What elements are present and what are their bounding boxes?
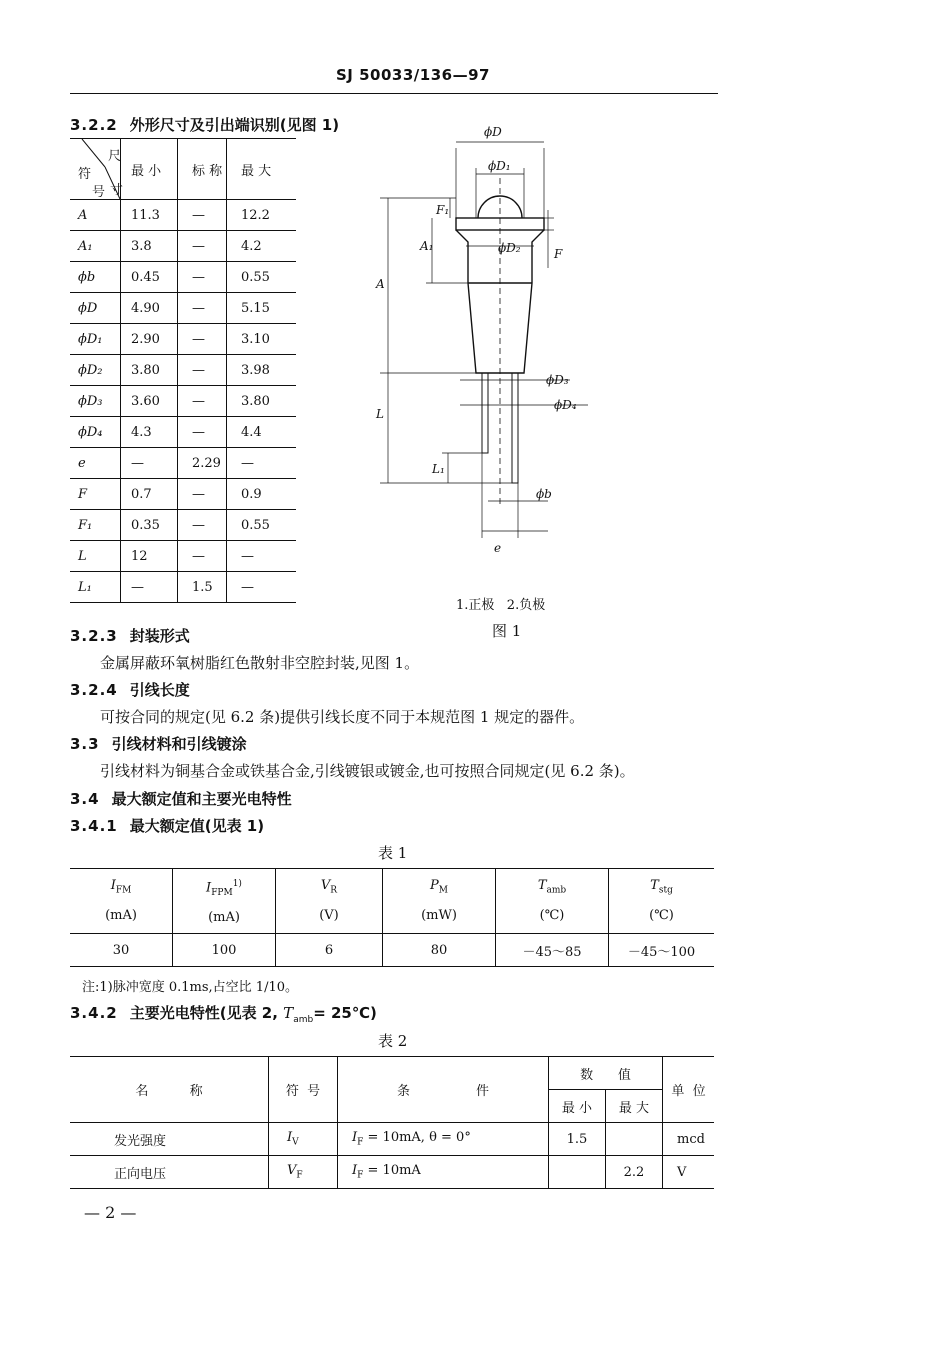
t2-h-min: 最 小 <box>549 1090 606 1123</box>
figure-1-drawing <box>370 118 600 568</box>
t2-h-name: 名 称 <box>70 1057 269 1123</box>
dimension-min: 2.90 <box>121 324 178 355</box>
label-phiD4: ϕD₄ <box>554 398 577 412</box>
dimension-max: — <box>227 448 297 479</box>
t2-h-cond: 条 件 <box>338 1057 549 1123</box>
dimension-symbol: A₁ <box>70 231 121 262</box>
dimension-symbol: ϕD₂ <box>70 355 121 386</box>
dimension-symbol: F₁ <box>70 510 121 541</box>
table-1-value-row <box>70 934 714 967</box>
dimension-max: 4.4 <box>227 417 297 448</box>
section-title: 最大额定值和主要光电特性 <box>111 790 292 808</box>
label-F: F <box>554 247 563 261</box>
t2-max <box>606 1123 663 1156</box>
dimension-row <box>70 417 296 448</box>
dimension-row <box>70 293 296 324</box>
t1-val-pm: 80 <box>383 934 496 967</box>
section-3-4-2-heading <box>70 1002 377 1025</box>
dimension-nom: — <box>178 262 227 293</box>
dimension-min: 0.45 <box>121 262 178 293</box>
dimension-nom: 2.29 <box>178 448 227 479</box>
section-number: 3.2.4 <box>70 681 118 699</box>
t2-h-unit: 单 位 <box>663 1057 715 1123</box>
section-title: 引线长度 <box>129 681 190 699</box>
dimension-nom: — <box>178 479 227 510</box>
corner-top-text: 尺 <box>108 149 122 164</box>
document-number: SJ 50033/136—97 <box>336 66 490 84</box>
label-F1: F₁ <box>436 203 450 217</box>
corner-left-text-a: 符 <box>78 167 92 182</box>
dimension-symbol: ϕD₄ <box>70 417 121 448</box>
dimension-min: 0.7 <box>121 479 178 510</box>
corner-bottom-text: 寸 <box>110 183 124 198</box>
t1-col-tamb: $T_{amb}$ (℃) <box>496 869 609 934</box>
t2-name: 发光强度 <box>70 1123 269 1156</box>
t1-val-tstg: －45～100 <box>627 944 696 960</box>
figure-1-caption: 图 1 <box>492 622 522 640</box>
dimension-max: 0.55 <box>227 262 297 293</box>
table-1 <box>70 868 714 967</box>
dimension-row <box>70 479 296 510</box>
t2-unit: mcd <box>663 1123 715 1156</box>
section-title: 引线材料和引线镀涂 <box>111 735 247 753</box>
table-1-header-row <box>70 869 714 934</box>
t1-val-tamb: －45～85 <box>496 934 609 967</box>
dimension-nom: — <box>178 200 227 231</box>
dimension-row <box>70 231 296 262</box>
dimension-row <box>70 262 296 293</box>
section-number: 3.4.1 <box>70 817 118 835</box>
dimension-row <box>70 386 296 417</box>
dimension-nom: 1.5 <box>178 572 227 603</box>
label-L1: L₁ <box>432 462 445 476</box>
dimension-nom: — <box>178 541 227 572</box>
table-2 <box>70 1056 714 1189</box>
section-number: 3.2.2 <box>70 116 118 134</box>
t1-col-vr: $V_R$ (V) <box>276 869 383 934</box>
section-title-b: = 25℃) <box>313 1004 377 1022</box>
dimension-nom: — <box>178 510 227 541</box>
corner-cell <box>70 139 124 200</box>
dimension-row <box>70 200 296 231</box>
section-3-3-heading <box>70 733 247 754</box>
label-phib: ϕb <box>536 487 552 501</box>
dimension-min: 4.3 <box>121 417 178 448</box>
dimension-min: 12 <box>121 541 178 572</box>
t1-col-ifm: $I_{FM}$ (mA) <box>70 869 173 934</box>
label-phiD2: ϕD₂ <box>498 241 521 255</box>
t2-min: 1.5 <box>549 1123 606 1156</box>
t2-cond: $I_F = 10mA$ <box>338 1156 549 1189</box>
t2-sym: $V_F$ <box>269 1156 338 1189</box>
section-number: 3.2.3 <box>70 627 118 645</box>
section-number: 3.4 <box>70 790 100 808</box>
dimension-symbol: F <box>70 479 121 510</box>
dimension-min: — <box>121 572 178 603</box>
dimension-min: 3.80 <box>121 355 178 386</box>
t1-val-ifpm: 100 <box>173 934 276 967</box>
table-1-caption: 表 1 <box>378 844 408 862</box>
dimension-table-header <box>70 139 296 200</box>
t2-cond: $I_F = 10mA$, θ = 0° <box>338 1123 549 1156</box>
dimension-max: 12.2 <box>227 200 297 231</box>
dimension-nom: — <box>178 324 227 355</box>
dimension-symbol: e <box>70 448 121 479</box>
dimension-max: 3.10 <box>227 324 297 355</box>
dimension-max: 3.98 <box>227 355 297 386</box>
t1-col-tstg: $T_{stg}$ (℃) <box>609 869 715 934</box>
t2-max: 2.2 <box>606 1156 663 1189</box>
t2-h-symbol: 符 号 <box>269 1057 338 1123</box>
header-min: 最 小 <box>121 139 178 200</box>
t1-col-ifpm: $I_{FPM}^{1)}$ (mA) <box>173 869 276 934</box>
dimension-row <box>70 510 296 541</box>
section-3-2-2-heading <box>70 114 339 135</box>
t2-h-value: 数 值 <box>549 1057 663 1090</box>
dimension-table <box>70 138 296 603</box>
section-title: 封装形式 <box>129 627 190 645</box>
dimension-max: 3.80 <box>227 386 297 417</box>
header-nom: 标 称 <box>178 139 227 200</box>
section-3-2-4-body: 可按合同的规定(见 6.2 条)提供引线长度不同于本规范图 1 规定的器件。 <box>100 708 585 726</box>
label-A1: A₁ <box>420 239 434 253</box>
section-3-2-4-heading <box>70 679 190 700</box>
page-number: — 2 — <box>84 1203 137 1222</box>
table-1-note: 注:1)脉冲宽度 0.1ms,占空比 1/10。 <box>82 980 298 995</box>
t1-col-pm: $P_M$ (mW) <box>383 869 496 934</box>
t1-val-vr: 6 <box>276 934 383 967</box>
label-A: A <box>376 277 385 291</box>
dimension-min: — <box>121 448 178 479</box>
figure-1-legend: 1.正极 2.负极 <box>456 598 546 613</box>
label-phiD1: ϕD₁ <box>488 159 511 173</box>
dimension-max: — <box>227 572 297 603</box>
t2-unit: V <box>677 1164 687 1180</box>
section-title-a: 主要光电特性(见表 2, <box>129 1004 278 1022</box>
dimension-symbol: ϕD₁ <box>70 324 121 355</box>
t2-sym: $I_V$ <box>269 1123 338 1156</box>
corner-left-text-b: 号 <box>92 185 106 200</box>
section-title: 外形尺寸及引出端识别(见图 1) <box>129 116 340 134</box>
dimension-row <box>70 572 296 603</box>
dimension-min: 11.3 <box>121 200 178 231</box>
dimension-max: 0.9 <box>227 479 297 510</box>
table-2-caption: 表 2 <box>378 1032 408 1050</box>
dimension-symbol: ϕb <box>70 262 121 293</box>
section-3-2-3-body: 金属屏蔽环氧树脂红色散射非空腔封装,见图 1。 <box>100 654 420 672</box>
dimension-max: — <box>227 541 297 572</box>
section-number: 3.4.2 <box>70 1004 118 1022</box>
dimension-row <box>70 541 296 572</box>
dimension-symbol: ϕD₃ <box>70 386 121 417</box>
t2-h-max: 最 大 <box>606 1090 663 1123</box>
header-max: 最 大 <box>227 139 297 200</box>
table-2-row <box>70 1123 714 1156</box>
t1-val-ifm: 30 <box>70 934 173 967</box>
dimension-min: 0.35 <box>121 510 178 541</box>
label-L: L <box>376 407 384 421</box>
section-title: 最大额定值(见表 1) <box>129 817 265 835</box>
t2-min <box>549 1156 606 1189</box>
dimension-symbol: A <box>70 200 121 231</box>
header-rule <box>70 93 718 94</box>
t2-name: 正向电压 <box>70 1156 269 1189</box>
dimension-min: 3.8 <box>121 231 178 262</box>
section-number: 3.3 <box>70 735 100 753</box>
dimension-nom: — <box>178 231 227 262</box>
section-3-4-1-heading <box>70 815 264 836</box>
label-e: e <box>494 541 502 555</box>
section-3-4-heading <box>70 788 292 809</box>
dimension-min: 3.60 <box>121 386 178 417</box>
dimension-max: 5.15 <box>227 293 297 324</box>
dimension-row <box>70 324 296 355</box>
dimension-row <box>70 355 296 386</box>
section-title-sym: T <box>283 1004 294 1022</box>
dimension-nom: — <box>178 293 227 324</box>
label-phiD3: ϕD₃ <box>546 373 569 387</box>
section-3-2-3-heading <box>70 625 190 646</box>
dimension-max: 4.2 <box>227 231 297 262</box>
dimension-min: 4.90 <box>121 293 178 324</box>
label-phiD: ϕD <box>484 125 502 139</box>
dimension-symbol: L <box>70 541 121 572</box>
dimension-nom: — <box>178 355 227 386</box>
dimension-row <box>70 448 296 479</box>
table-2-row <box>70 1156 714 1189</box>
table-2-header-row <box>70 1057 714 1090</box>
dimension-symbol: ϕD <box>70 293 121 324</box>
dimension-max: 0.55 <box>227 510 297 541</box>
dimension-symbol: L₁ <box>70 572 121 603</box>
dimension-nom: — <box>178 417 227 448</box>
section-3-3-body: 引线材料为铜基合金或铁基合金,引线镀银或镀金,也可按照合同规定(见 6.2 条)。 <box>100 762 635 780</box>
dimension-nom: — <box>178 386 227 417</box>
section-title-sub: amb <box>293 1015 314 1025</box>
